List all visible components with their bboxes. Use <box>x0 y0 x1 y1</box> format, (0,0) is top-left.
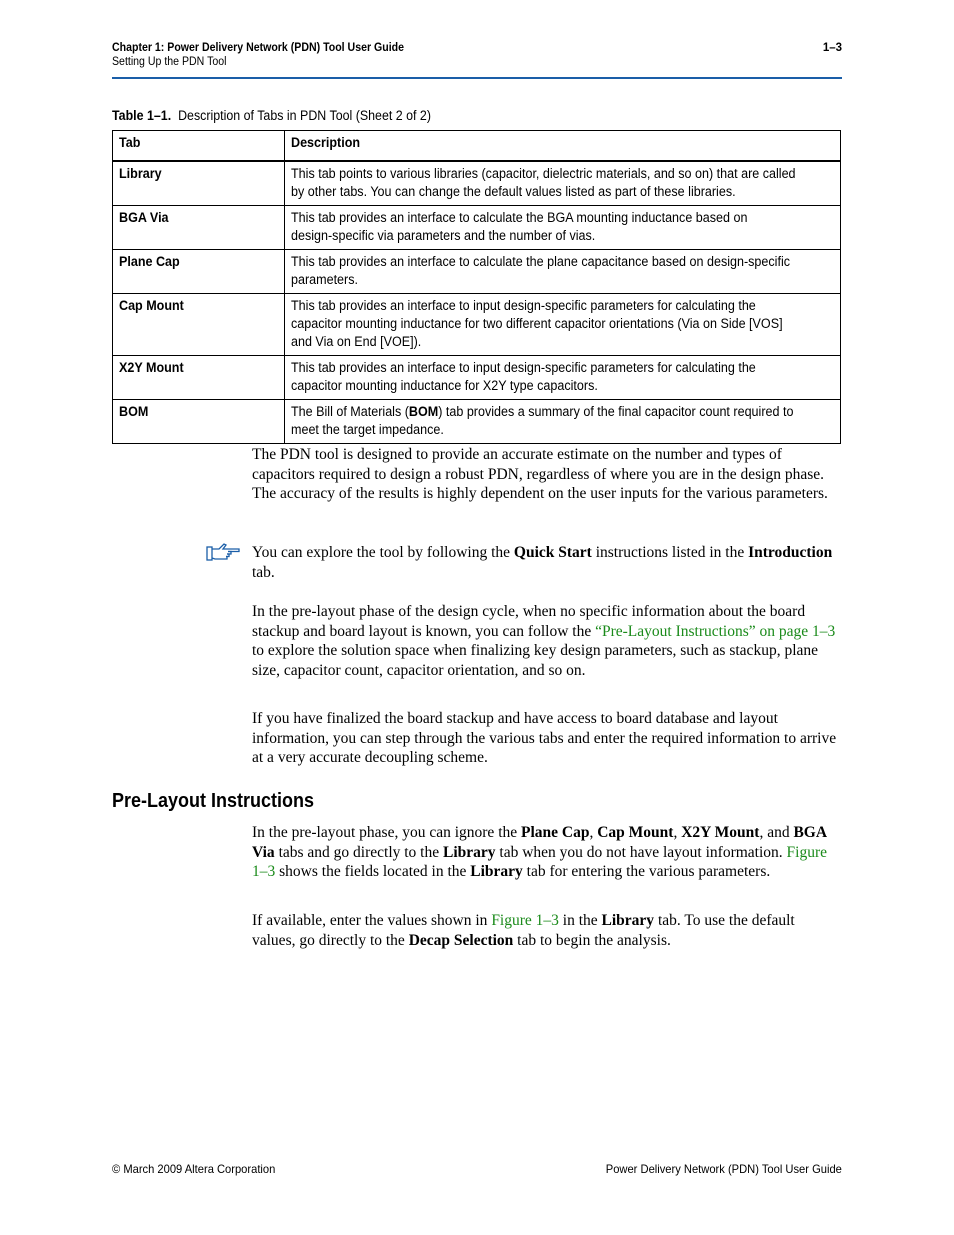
table-caption-text: Description of Tabs in PDN Tool (Sheet 2 of 2) <box>178 108 431 123</box>
chapter-title: Chapter 1: Power Delivery Network (PDN) Tool User Guide <box>112 42 404 54</box>
description-cell: This tab provides an interface to calculate the BGA mounting inductance based on design-specific via parameters and the number of vias. <box>285 206 841 250</box>
tab-name-cell: X2Y Mount <box>113 356 285 400</box>
description-cell: This tab provides an interface to calculate the plane capacitance based on design-specific parameters. <box>285 250 841 294</box>
tab-name-cell: Plane Cap <box>113 250 285 294</box>
bom-bold: BOM <box>409 404 439 419</box>
figure-link[interactable]: Figure 1–3 <box>491 912 559 929</box>
table-row <box>113 356 841 400</box>
table-row <box>113 400 841 444</box>
column-header-tab: Tab <box>113 131 285 162</box>
pointing-hand-icon <box>205 542 243 562</box>
section-title: Setting Up the PDN Tool <box>112 56 227 68</box>
table-row <box>113 294 841 356</box>
defaults-paragraph: If available, enter the values shown in Figure 1–3 in the Library tab. To use the default values, go directly to the Decap Selection tab to begin the analysis. <box>252 912 795 949</box>
description-cell: This tab points to various libraries (capacitor, dielectric materials, and so on) that are called by other tabs. You can change the default values listed as part of these libraries. <box>285 161 841 206</box>
finalized-paragraph: If you have finalized the board stackup and have access to board database and layout information, you can step through the various tabs and enter the required information to arrive at a very accurate decoupling scheme. <box>252 710 837 767</box>
description-cell: This tab provides an interface to input design-specific parameters for calculating the capacitor mounting inductance for two different capacitor orientations (Via on Side [VOS] and Via on End [VOE]). <box>285 294 841 356</box>
section-heading: Pre-Layout Instructions <box>112 790 315 812</box>
note-text: You can explore the tool by following the Quick Start instructions listed in the Introduction tab. <box>252 544 833 581</box>
table-row <box>113 206 841 250</box>
description-cell: This tab provides an interface to input design-specific parameters for calculating the capacitor mounting inductance for X2Y type capacitors. <box>285 356 841 400</box>
tabs-table <box>112 130 841 444</box>
intro-paragraph: The PDN tool is designed to provide an accurate estimate on the number and types of capacitors required to design a robust PDN, regardless of where you are in the design phase. The accuracy of the results is highly dependent on the user inputs for the various parameters. <box>252 446 828 503</box>
description-cell: The Bill of Materials (BOM) tab provides a summary of the final capacitor count required to meet the target impedance. <box>285 400 841 444</box>
tab-name-cell: BOM <box>113 400 285 444</box>
header-rule <box>112 77 842 79</box>
prelayout-paragraph: In the pre-layout phase of the design cycle, when no specific information about the board stackup and board layout is known, you can follow the “Pre-Layout Instructions” on page 1–3 to explore the solution space when finalizing key design parameters, such as stackup, plane size, capacitor count, capacitor orientation, and so on. <box>252 603 836 679</box>
table-header-row <box>113 131 841 162</box>
table-row <box>113 161 841 206</box>
footer-doc-title: Power Delivery Network (PDN) Tool User Guide <box>605 1162 842 1176</box>
column-header-description: Description <box>285 131 841 162</box>
tab-name-cell: BGA Via <box>113 206 285 250</box>
tab-name-cell: Cap Mount <box>113 294 285 356</box>
figure-link[interactable]: Figure 1–3 <box>252 843 827 881</box>
footer-copyright: © March 2009 Altera Corporation <box>112 1162 276 1176</box>
table-row <box>113 250 841 294</box>
table-caption <box>112 108 431 123</box>
prelayout-phase-paragraph: In the pre-layout phase, you can ignore the Plane Cap, Cap Mount, X2Y Mount, and BGA Via tabs and go directly to the Library tab when you do not have layout information. Figure 1–3 shows the fields located in the Library tab for entering the various parameters. <box>252 824 827 881</box>
prelayout-link[interactable]: “Pre-Layout Instructions” on page 1–3 <box>595 622 836 640</box>
running-header <box>112 42 842 68</box>
tab-name-cell: Library <box>113 161 285 206</box>
page-number: 1–3 <box>822 42 842 54</box>
table-caption-label: Table 1–1. <box>112 108 172 123</box>
